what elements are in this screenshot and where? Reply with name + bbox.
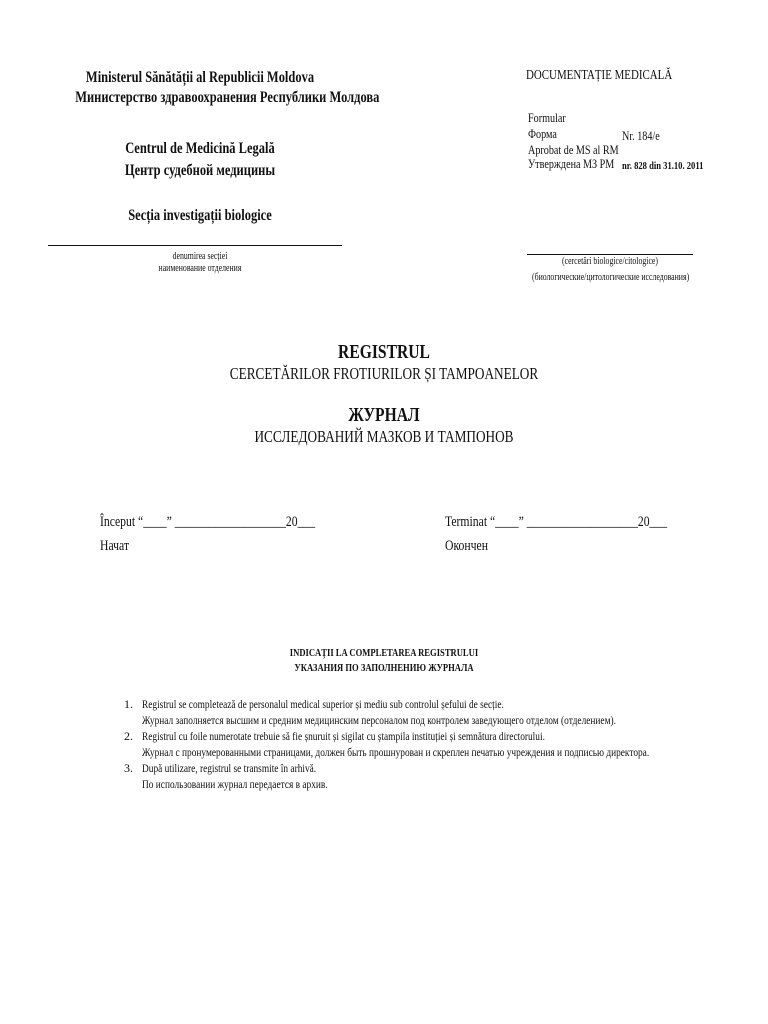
approved-label-ru: Утверждена МЗ РМ — [528, 156, 615, 171]
center-name-ro: Centrul de Medicină Legală — [125, 140, 275, 157]
item-number: 1. — [124, 697, 133, 711]
item-text-ro: Registrul se completează de personalul medical superior și mediu sub controlul șefului de secție. — [142, 697, 504, 711]
medical-documentation-label: DOCUMENTAȚIE MEDICALĂ — [526, 68, 673, 83]
research-caption-ro: (cercetări biologice/citologice) — [562, 256, 658, 267]
list-item — [124, 696, 744, 728]
register-title-ru — [0, 404, 768, 447]
section-caption-ru: наименование отделения — [158, 263, 242, 274]
section-name: Secția investigații biologice — [128, 207, 272, 224]
form-label-ro: Formular — [528, 110, 566, 125]
list-item — [124, 760, 744, 792]
page-subtitle-ru: ИССЛЕДОВАНИЙ МАЗКОВ И ТАМПОНОВ — [254, 427, 514, 446]
form-number: Nr. 184/e — [622, 128, 660, 143]
section-name-underline — [48, 245, 342, 246]
research-type-underline — [527, 254, 693, 255]
item-text-ru: Журнал с пронумерованными страницами, должен быть прошнурован и скреплен печатью учреждения и подписью директора. — [142, 745, 650, 759]
section-caption-ro: denumirea secției — [172, 251, 228, 262]
research-type-caption — [510, 256, 710, 284]
start-date-field: Început “____” ___________________20___ — [100, 514, 316, 530]
form-label-ru: Форма — [528, 126, 557, 141]
list-item — [124, 728, 744, 760]
instructions-heading — [0, 646, 768, 676]
item-number: 2. — [124, 729, 133, 743]
start-label-ru: Начат — [100, 538, 130, 554]
end-label-ru: Окончен — [445, 538, 488, 554]
item-text-ro: Registrul cu foile numerotate trebuie să fie șnuruit și sigilat cu ștampila instituției și semnătura directorului. — [142, 729, 545, 743]
approved-label-ro: Aprobat de MS al RM — [528, 142, 619, 157]
research-caption-ru: (биологические/цитологические исследования) — [532, 272, 690, 283]
item-text-ru: Журнал заполняется высшим и средним медицинским персоналом под контролем заведующего отделом (отделением). — [142, 713, 616, 727]
form-info — [528, 108, 619, 174]
item-number: 3. — [124, 761, 133, 775]
page-subtitle-ro: CERCETĂRILOR FROTIURILOR ȘI TAMPOANELOR — [229, 364, 539, 383]
page-title-ru: ЖУРНАЛ — [348, 404, 420, 426]
register-title-ro — [0, 341, 768, 384]
item-text-ro: După utilizare, registrul se transmite în arhivă. — [142, 761, 317, 775]
ministry-name-ro: Ministerul Sănătății al Republicii Moldova — [85, 69, 315, 86]
center-name-ru: Центр судебной медицины — [124, 162, 276, 179]
instructions-heading-ru: УКАЗАНИЯ ПО ЗАПОЛНЕНИЮ ЖУРНАЛА — [294, 662, 474, 674]
section-caption — [40, 251, 360, 275]
ministry-name-ru: Министерство здравоохранения Республики Молдова — [75, 89, 380, 106]
approval-order: nr. 828 din 31.10. 2011 — [622, 160, 704, 172]
page-title-ro: REGISTRUL — [338, 341, 430, 363]
institution-header — [40, 68, 380, 226]
instructions-list — [124, 696, 744, 792]
instructions-heading-ro: INDICAȚII LA COMPLETAREA REGISTRULUI — [289, 647, 479, 659]
end-date-field: Terminat “____” ___________________20___ — [445, 514, 668, 530]
item-text-ru: По использовании журнал передается в архив. — [142, 777, 328, 791]
